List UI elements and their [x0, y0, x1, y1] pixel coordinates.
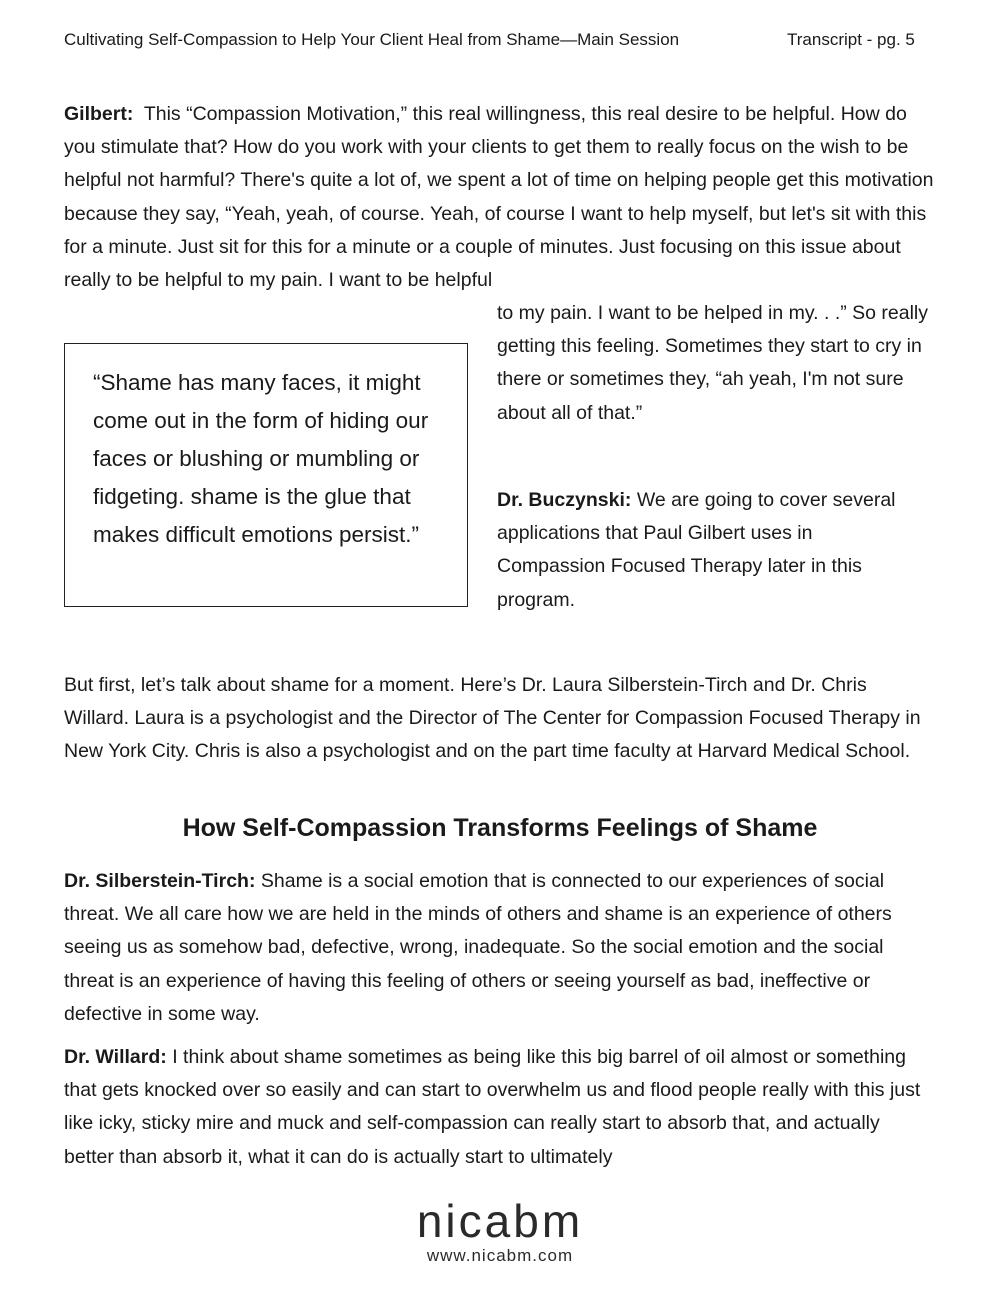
pull-quote-text: “Shame has many faces, it might come out in the form of hiding our faces or blushing or mumbling or fidgeting. shame is the glue that makes difficult emotions persist.” [93, 370, 429, 547]
willard-text: I think about shame sometimes as being like this big barrel of oil almost or something that gets knocked over so easily and can start to overwhelm us and flood people really with this just like icky, sticky mire and muck and self-compassion can really start to absorb that, and actually better than absorb it, what it can do is actually start to ultimately [64, 1046, 921, 1168]
speaker-silberstein: Dr. Silberstein-Tirch: [64, 870, 256, 892]
speaker-gilbert: Gilbert: [64, 103, 134, 125]
gilbert-continuation: to my pain. I want to be helped in my. . .” So really getting this feeling. Sometimes they start to cry in there or sometimes they, “ah yeah, I'm not sure about all of that.” [497, 302, 929, 424]
pull-quote-box [64, 343, 468, 607]
buczynski-text: We are going to cover several applications that Paul Gilbert uses in Compassion Focused Therapy later in this program. [497, 489, 896, 611]
buczynski-paragraph [497, 484, 922, 617]
intro-paragraph: But first, let’s talk about shame for a moment. Here’s Dr. Laura Silberstein-Tirch and Dr. Chris Willard. Laura is a psychologist and the Director of The Center for Compassion Focused Therapy in New York City. Chris is also a psychologist and on the part time faculty at Harvard Medical School. [64, 674, 921, 763]
running-header-title: Cultivating Self-Compassion to Help Your Client Heal from Shame—Main Session [64, 30, 680, 49]
silberstein-text: Shame is a social emotion that is connected to our experiences of social threat. We all care how we are held in the minds of others and shame is an experience of others seeing us as somehow bad, defective, wrong, inadequate. So the social emotion and the social threat is an experience of having this feeling of others or seeing yourself as bad, ineffective or defective in some way. [64, 870, 892, 1025]
speaker-buczynski: Dr. Buczynski: [497, 489, 632, 511]
section-heading: How Self-Compassion Transforms Feelings of Shame [182, 814, 818, 842]
speaker-willard: Dr. Willard: [64, 1046, 167, 1068]
nicabm-logo: nicabm [416, 1195, 584, 1247]
page-number-label: Transcript - pg. 5 [787, 30, 915, 49]
footer-url[interactable]: www.nicabm.com [426, 1246, 574, 1265]
gilbert-text: This “Compassion Motivation,” this real willingness, this real desire to be helpful. How do you stimulate that? How do you work with your clients to get them to really focus on the wish to be helpful not harmful? There's quite a lot of, we spent a lot of time on helping people get this motivation because they say, “Yeah, yeah, of course. Yeah, of course I want to help myself, but let's sit with this for a minute. Just sit for this for a minute or a couple of minutes. Just focusing on this issue about really to be helpful to my pain. I want to be helpful [64, 103, 934, 292]
silberstein-paragraph [64, 865, 934, 1031]
willard-paragraph [64, 1041, 934, 1174]
gilbert-paragraph [64, 98, 934, 297]
